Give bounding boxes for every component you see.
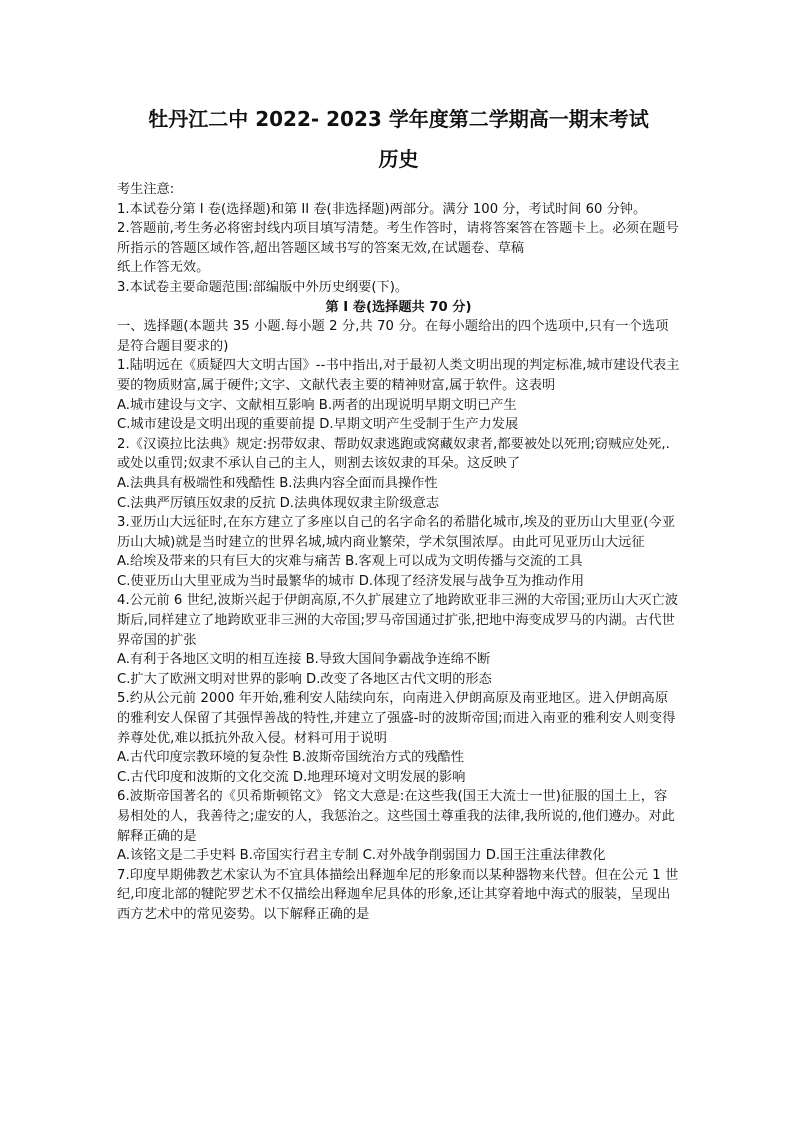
question-options: C.使亚历山大里亚成为当时最繁华的城市 D.体现了经济发展与战争互为推动作用 (117, 573, 585, 589)
notice-item: 2.答题前,考生务必将密封线内项目填写清楚。考生作答时，请将答案答在答题卡上。必须在题号所指示的答题区域作答,超出答题区域书写的答案无效,在试题卷、草稿 (117, 221, 679, 256)
notice-block (117, 180, 680, 298)
notice-item: 1.本试卷分第 I 卷(选择题)和第 II 卷(非选择题)两部分。满分 100 分，考试时间 60 分钟。 (117, 201, 647, 217)
question-1 (117, 356, 680, 434)
notice-item: 纸上作答无效。 (117, 260, 210, 276)
question-options: C.城市建设是文明出现的重要前提 D.早期文明产生受制于生产力发展 (117, 417, 519, 433)
section-heading: 第 I 卷(选择题共 70 分) (325, 299, 472, 315)
question-stem: 1.陆明远在《质疑四大文明古国》--书中指出,对于最初人类文明出现的判定标准,城市建设代表主要的物质财富,属于硬件;文字、文献代表主要的精神财富,属于软件。这表明 (117, 358, 680, 393)
question-7 (117, 866, 680, 925)
question-stem: 6.波斯帝国著名的《贝希斯顿铭文》 铭文大意是:在这些我(国王大流士一世)征服的国土上，容易相处的人，我善待之;虚安的人，我惩治之。这些国土尊重我的法律,我所说的,他们遵办。对此解释正确的是 (117, 789, 675, 844)
exam-title: 牡丹江二中 2022- 2023 学年度第二学期高一期末考试 (148, 107, 649, 131)
question-options: A.城市建设与文字、文献相互影响 B.两者的出现说明早期文明已产生 (117, 397, 517, 413)
question-options: A.给埃及带来的只有巨大的灾难与痛苦 B.客观上可以成为文明传播与交流的工具 (117, 554, 583, 570)
question-stem: 4.公元前 6 世纪,波斯兴起于伊朗高原,不久扩展建立了地跨欧亚非三洲的大帝国;亚历山大灭亡波斯后,同样建立了地跨欧亚非三洲的大帝国;罗马帝国通过扩张,把地中海变成罗马的内湖。古代世界帝国的扩张 (117, 593, 679, 648)
question-4 (117, 591, 680, 689)
notice-item: 3.本试卷主要命题范围:部编版中外历史纲要(下)。 (117, 279, 409, 295)
question-2 (117, 435, 680, 513)
question-6 (117, 787, 680, 865)
question-stem: 3.亚历山大远征时,在东方建立了多座以自己的名字命名的希腊化城市,埃及的亚历山大里亚(今亚历山大城)就是当时建立的世界名城,城内商业繁荣，学术氛围浓厚。由此可见亚历山大远征 (117, 515, 676, 550)
exam-page (117, 104, 680, 925)
question-options: C.扩大了欧洲文明对世界的影响 D.改变了各地区古代文明的形态 (117, 671, 492, 687)
question-stem: 2.《汉谟拉比法典》规定:拐带奴隶、帮助奴隶逃跑或窝藏奴隶者,都要被处以死刑;窃贼应处死,.或处以重罚;奴隶不承认自己的主人，则割去该奴隶的耳朵。这反映了 (117, 436, 670, 472)
exam-subject: 历史 (378, 147, 419, 171)
question-stem: 5.约从公元前 2000 年开始,雅利安人陆续向东，向南进入伊朗高原及南亚地区。进入伊朗高原的雅利安人保留了其强悍善战的特性,并建立了强盛-时的波斯帝国;而进入南亚的雅利安人则变得养尊处优,难以抵抗外敌入侵。材料可用于说明 (117, 691, 676, 746)
question-options: A.古代印度宗教环境的复杂性 B.波斯帝国统治方式的残酷性 (117, 750, 464, 766)
question-options: A.该铭文是二手史料 B.帝国实行君主专制 C.对外战争削弱国力 D.国王注重法律教化 (117, 848, 606, 864)
question-options: A.法典具有极端性和残酷性 B.法典内容全面而具操作性 (117, 475, 438, 491)
question-options: A.有利于各地区文明的相互连接 B.导致大国间争霸战争连绵不断 (117, 652, 491, 668)
notice-heading: 考生注意: (117, 182, 175, 197)
question-3 (117, 513, 680, 591)
section-instruction: 一、选择题(本题共 35 小题.每小题 2 分,共 70 分。在每小题给出的四个选项中,只有一个选项是符合题目要求的) (117, 319, 669, 354)
question-options: C.法典严厉镇压奴隶的反抗 D.法典体现奴隶主阶级意志 (117, 495, 440, 511)
question-stem: 7.印度早期佛教艺术家认为不宜具体描绘出释迦牟尼的形象而以某种器物来代替。但在公元 1 世纪,印度北部的犍陀罗艺术不仅描绘出释迦牟尼具体的形象,还让其穿着地中海式的服装，呈现出西方艺术中的常见姿势。以下解释正确的是 (117, 867, 679, 922)
question-5 (117, 689, 680, 787)
question-options: C.古代印度和波斯的文化交流 D.地理环境对文明发展的影响 (117, 769, 466, 785)
